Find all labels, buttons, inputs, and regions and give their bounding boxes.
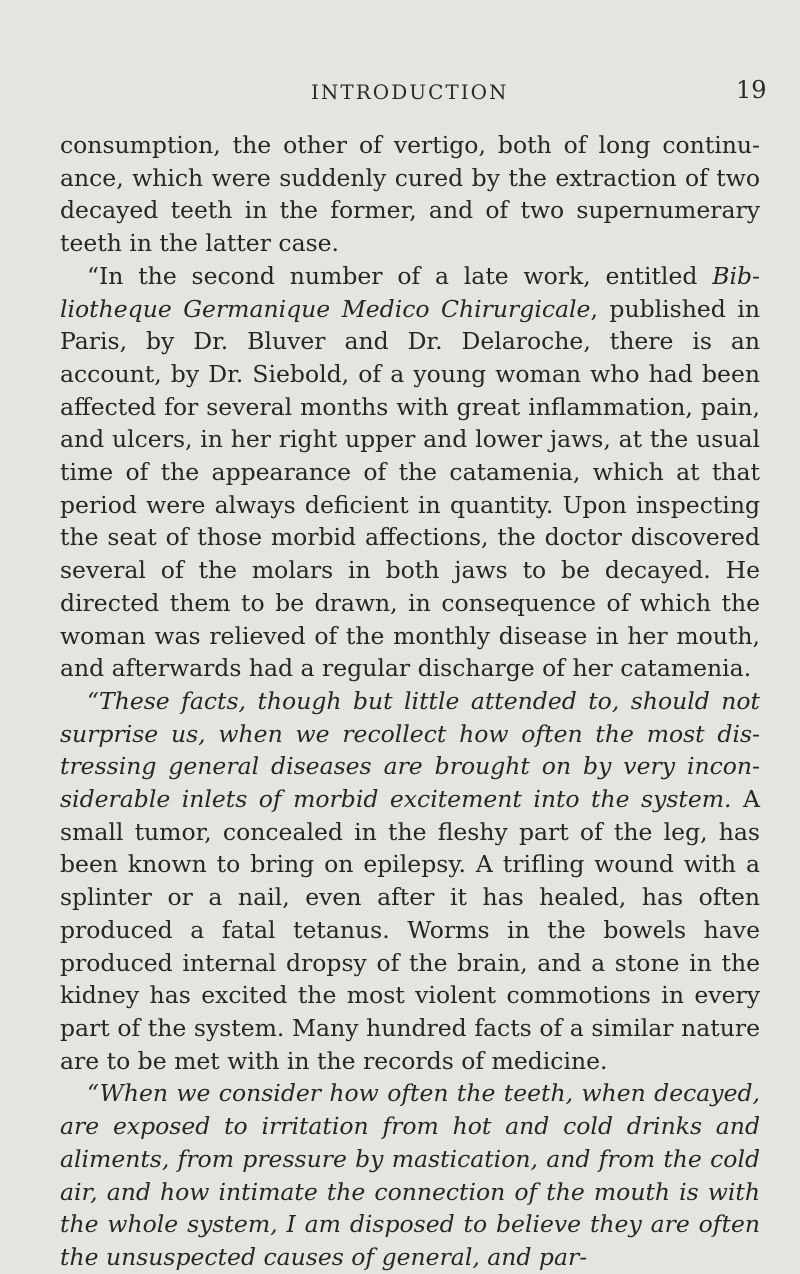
paragraph-when-we-consider bbox=[60, 1077, 760, 1273]
paragraph-text: consumption, the other of vertigo, both of long continuance, which were suddenly cured by the extraction of two decayed teeth in the former, and of two supernumerary teeth in the latter case. bbox=[60, 131, 760, 258]
paragraph-these-facts bbox=[60, 685, 760, 1077]
running-title: INTRODUCTION bbox=[311, 80, 509, 104]
paragraph-continuation bbox=[60, 129, 760, 260]
page-number: 19 bbox=[736, 76, 767, 104]
paragraph-text: A small tumor, concealed in the fleshy part of the leg, has been known to bring on epilepsy. A trifling wound with a splinter or a nail, even after it has healed, has often produced a fatal tetanus. Worms in the bowels have produced internal dropsy of the brain, and a stone in the kidney has excited the most violent commotions in every part of the system. Many hundred facts of a similar nature are to be met with in the records of medicine. bbox=[60, 785, 760, 1075]
body-text bbox=[60, 129, 760, 1274]
book-title: Bibliotheque Germanique Medico Chirurgicale bbox=[60, 261, 760, 323]
running-head bbox=[0, 76, 800, 110]
paragraph-siebold-account bbox=[60, 260, 760, 685]
italic-quote: “When we consider how often the teeth, when decayed, are exposed to irritation from hot and cold drinks and aliments, from pressure by mastication, and from the cold air, and how intimate the connection of the mouth is with the whole system, I am disposed to believe they are often the unsuspected causes of general, and par- bbox=[60, 1079, 760, 1271]
italic-quote: “These facts, though but little attended to, should not surprise us, when we recollect how often the most distressing general diseases are brought on by very inconsiderable inlets of morbid excitement into the system. bbox=[60, 686, 760, 814]
paragraph-text: , published in Paris, by Dr. Bluver and Dr. Delaroche, there is an account, by Dr. Siebold, of a young woman who had been affected for several months with great inflammation, pain, and ulcers, in her right upper and lower jaws, at the usual time of the appearance of the catamenia, which at that period were always deficient in quantity. Upon inspecting the seat of those morbid affections, the doctor discovered several of the molars in both jaws to be decayed. He directed them to be drawn, in consequence of which the woman was relieved of the monthly disease in her mouth, and afterwards had a regular discharge of her catamenia. bbox=[60, 294, 760, 683]
paragraph-text: “In the second number of a late work, entitled bbox=[87, 261, 713, 290]
